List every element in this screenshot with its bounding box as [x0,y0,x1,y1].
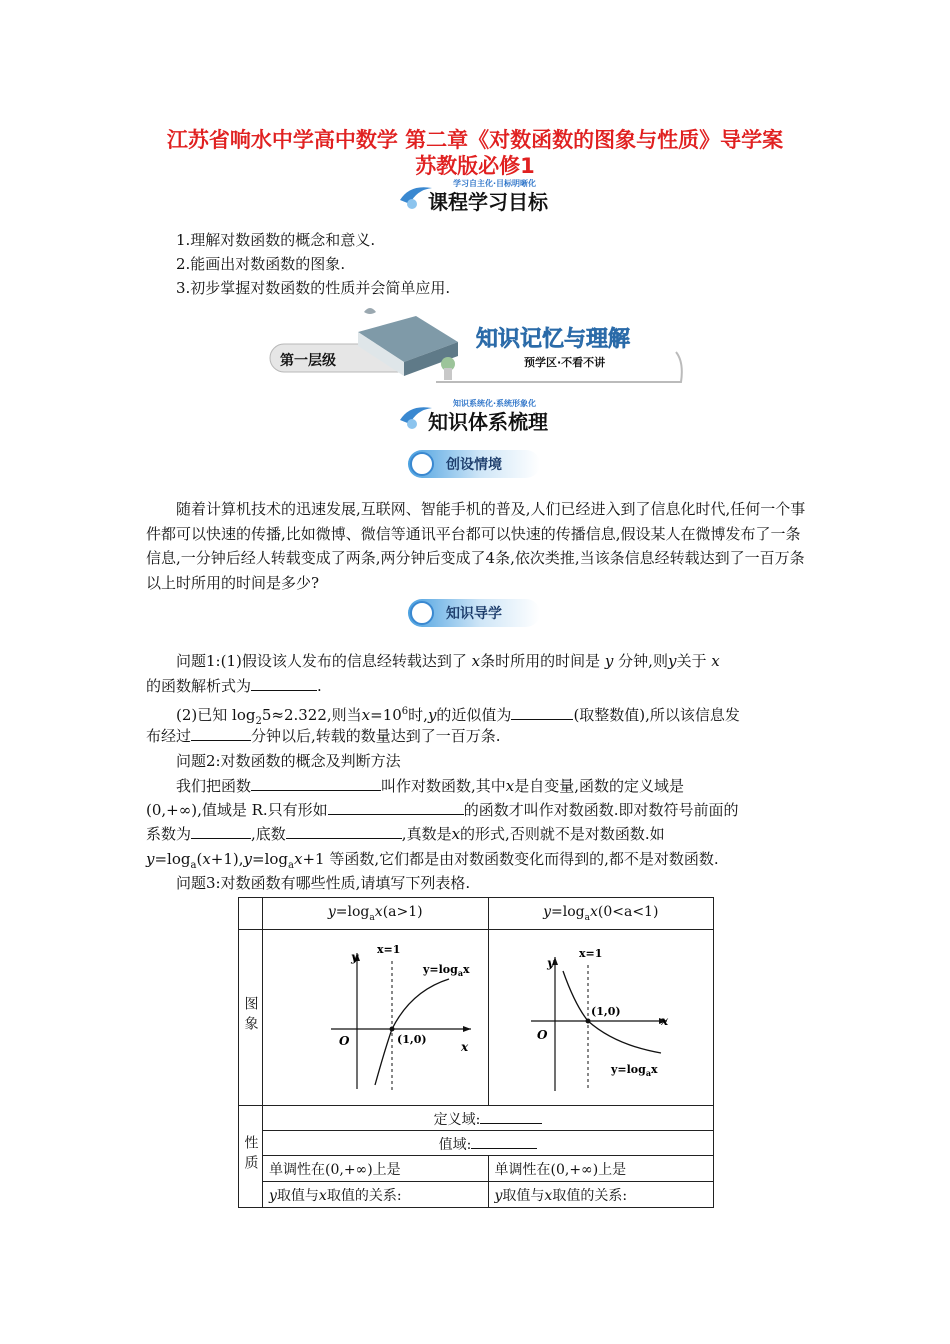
y-axis-label: y [351,949,359,964]
graph-cell-decreasing [488,930,714,1106]
q2-line4: $y=\log_a(x+1),y=\log_ax+1$ 等函数,它们都是由对数函数变化而得到的,都不是对数函数. [146,850,719,871]
document-title-line1: 江苏省响水中学高中数学 第二章《对数函数的图象与性质》导学案 [166,128,784,152]
header-base-gt-1: $y=\log_ax(a>1)$ [263,898,489,930]
origin-label: O [339,1033,350,1048]
answer-blank[interactable] [191,823,251,839]
q1-line1: 问题1:(1)假设该人发布的信息经转载达到了 x条时所用的时间是 y 分钟,则y关于 x [176,652,720,670]
corner-cell [239,898,263,930]
monotonicity-increasing-cell: 单调性在(0,+∞)上是 [263,1156,489,1182]
answer-blank[interactable] [286,823,402,839]
x-axis-label: x [461,1039,469,1054]
point-label: (1,0) [397,1032,427,1046]
log-graph-increasing [265,931,485,1101]
answer-blank[interactable] [251,675,317,691]
curve-label: $y=\log_ax$ [610,1062,658,1078]
objectives-banner-label: 课程学习目标 [428,190,548,214]
scenario-paragraph: 随着计算机技术的迅速发展,互联网、智能手机的普及,人们已经进入到了信息化时代,任何一个事件都可以快速的传播,比如微博、微信等通讯平台都可以快速的传播信息,假设某人在微博发布了一条信息,一分钟后经人转载变成了两条,两分钟后变成了4条,依次类推,当该条信息经转载达到了一百万条以上时所用的时间是多少? [146,500,806,592]
q1-line3: (2)已知 $\log_25\approx 2.322$,则当$x=10^6$时,y的近似值为 (取整数值),所以该信息发 [176,706,740,727]
curve-label: $y=\log_ax$ [423,962,470,978]
log-graph-decreasing [491,931,711,1101]
properties-table [238,897,714,1208]
guide-pill-label: 知识导学 [446,606,502,622]
monotonicity-decreasing-cell: 单调性在(0,+∞)上是 [488,1156,714,1182]
clock-icon [410,452,434,476]
answer-blank[interactable] [471,1133,537,1149]
q2-line1: 我们把函数 叫作对数函数,其中x是自变量,函数的定义域是 [176,777,685,795]
q2-heading: 问题2:对数函数的概念及判断方法 [176,752,401,770]
q2-line3: 系数为 ,底数 ,真数是x的形式,否则就不是对数函数.如 [146,825,665,843]
domain-cell: 定义域: [263,1106,714,1131]
level-subtitle: 预学区·不看不讲 [524,356,606,369]
graph-row-label: 图象 [239,930,263,1106]
origin-label: O [536,1027,548,1042]
q1-line2: 的函数解析式为 . [146,677,322,695]
relation-increasing-cell: y取值与x取值的关系: [263,1182,489,1208]
q3-heading: 问题3:对数函数有哪些性质,请填写下列表格. [176,874,471,892]
guide-pill [408,599,540,627]
relation-decreasing-cell: y取值与x取值的关系: [488,1182,714,1208]
system-banner-label: 知识体系梳理 [428,410,548,434]
range-cell: 值域: [263,1131,714,1156]
objectives-banner [398,178,578,212]
header-base-lt-1: $y=\log_ax(0<a<1)$ [488,898,714,930]
props-row-label: 性质 [239,1106,263,1208]
vertical-line-label: x=1 [578,946,603,960]
objective-3: 3.初步掌握对数函数的性质并会简单应用. [176,279,451,297]
q2-line2: (0,+∞),值域是 R.只有形如 的函数才叫作对数函数.即对数符号前面的 [146,801,739,819]
point-label: (1,0) [590,1004,621,1018]
objective-2: 2.能画出对数函数的图象. [176,255,346,273]
level-title: 知识记忆与理解 [476,327,631,352]
y-axis-label: y [546,955,554,970]
answer-blank[interactable] [480,1108,542,1124]
answer-blank[interactable] [328,799,464,815]
system-banner-tag: 知识系统化·系统形象化 [453,399,537,408]
objective-1: 1.理解对数函数的概念和意义. [176,231,376,249]
vertical-line-label: x=1 [377,942,401,956]
level-banner [266,302,686,386]
answer-blank[interactable] [191,725,251,741]
answer-blank[interactable] [511,704,573,720]
scenario-pill [408,450,540,478]
document-title-line2: 苏教版必修1 [415,154,535,178]
level-label: 第一层级 [280,353,336,369]
scenario-pill-label: 创设情境 [446,457,502,473]
answer-blank[interactable] [251,775,381,791]
x-axis-label: x [660,1013,668,1028]
q1-line4: 布经过 分钟以后,转载的数量达到了一百万条. [146,727,501,745]
clock-icon [410,601,434,625]
objectives-banner-tag: 学习自主化·目标明晰化 [453,179,537,188]
system-banner [398,398,578,432]
graph-cell-increasing [263,930,489,1106]
